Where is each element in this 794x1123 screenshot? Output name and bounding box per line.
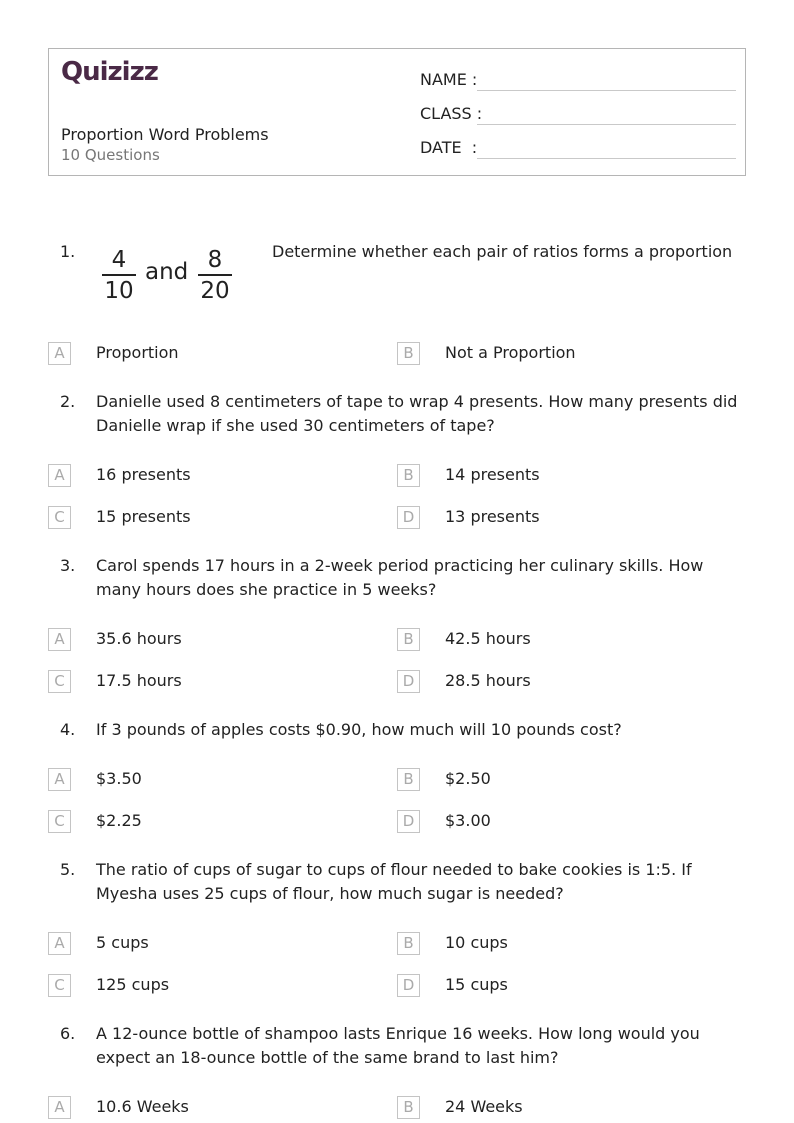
worksheet-title: Proportion Word Problems: [61, 125, 269, 144]
ratio-joiner: and: [145, 259, 189, 285]
option-a-text[interactable]: 5 cups: [96, 933, 149, 952]
option-b-letter[interactable]: B: [397, 464, 420, 487]
quizizz-logo: Quizizz: [61, 57, 158, 87]
option-c-text[interactable]: 15 presents: [96, 507, 191, 526]
fraction-2-denominator: 20: [200, 278, 230, 304]
option-b-letter[interactable]: B: [397, 342, 420, 365]
question-number: 3.: [60, 556, 76, 575]
ratio-expression: [102, 246, 242, 306]
option-b-text[interactable]: 14 presents: [445, 465, 540, 484]
name-label: NAME :: [420, 70, 478, 89]
option-b-letter[interactable]: B: [397, 628, 420, 651]
option-a-text[interactable]: 35.6 hours: [96, 629, 182, 648]
name-line[interactable]: [477, 90, 736, 91]
class-field[interactable]: [420, 101, 735, 125]
question-text: If 3 pounds of apples costs $0.90, how much will 10 pounds cost?: [96, 720, 622, 739]
option-d-text[interactable]: $3.00: [445, 811, 491, 830]
option-a-letter[interactable]: A: [48, 628, 71, 651]
question-number: 1.: [60, 242, 76, 261]
date-field[interactable]: [420, 135, 735, 159]
option-a-letter[interactable]: A: [48, 464, 71, 487]
option-d-text[interactable]: 28.5 hours: [445, 671, 531, 690]
name-field[interactable]: [420, 67, 735, 91]
option-b-letter[interactable]: B: [397, 1096, 420, 1119]
option-c-letter[interactable]: C: [48, 974, 71, 997]
fraction-1-denominator: 10: [104, 278, 134, 304]
option-c-text[interactable]: 17.5 hours: [96, 671, 182, 690]
option-b-text[interactable]: Not a Proportion: [445, 343, 576, 362]
date-label: DATE :: [420, 138, 478, 157]
date-line[interactable]: [477, 158, 736, 159]
question-text: A 12-ounce bottle of shampoo lasts Enrique 16 weeks. How long would you expect an 18-ounce bottle of the same brand to last him?: [96, 1024, 700, 1067]
option-b-text[interactable]: 42.5 hours: [445, 629, 531, 648]
question-text: Determine whether each pair of ratios forms a proportion: [272, 242, 733, 261]
option-c-letter[interactable]: C: [48, 810, 71, 833]
option-b-letter[interactable]: B: [397, 768, 420, 791]
question-number: 4.: [60, 720, 76, 739]
option-c-letter[interactable]: C: [48, 506, 71, 529]
question-text: Danielle used 8 centimeters of tape to wrap 4 presents. How many presents did Danielle wrap if she used 30 centimeters of tape?: [96, 392, 738, 435]
class-label: CLASS :: [420, 104, 483, 123]
option-d-text[interactable]: 15 cups: [445, 975, 508, 994]
question-number: 6.: [60, 1024, 76, 1043]
option-d-letter[interactable]: D: [397, 974, 420, 997]
question-number: 2.: [60, 392, 76, 411]
option-a-letter[interactable]: A: [48, 342, 71, 365]
option-c-text[interactable]: 125 cups: [96, 975, 170, 994]
question-text: Carol spends 17 hours in a 2-week period practicing her culinary skills. How many hours does she practice in 5 weeks?: [96, 556, 704, 599]
option-a-text[interactable]: Proportion: [96, 343, 179, 362]
question-text: The ratio of cups of sugar to cups of flour needed to bake cookies is 1:5. If Myesha uses 25 cups of flour, how much sugar is needed?: [96, 860, 692, 903]
option-d-letter[interactable]: D: [397, 670, 420, 693]
question-count: 10 Questions: [61, 146, 160, 164]
option-b-text[interactable]: 24 Weeks: [445, 1097, 523, 1116]
option-d-letter[interactable]: D: [397, 810, 420, 833]
option-a-letter[interactable]: A: [48, 932, 71, 955]
option-d-text[interactable]: 13 presents: [445, 507, 540, 526]
option-b-letter[interactable]: B: [397, 932, 420, 955]
fraction-1: [102, 246, 136, 306]
option-a-text[interactable]: $3.50: [96, 769, 142, 788]
option-c-letter[interactable]: C: [48, 670, 71, 693]
option-d-letter[interactable]: D: [397, 506, 420, 529]
fraction-2: [198, 246, 232, 306]
worksheet-header: [48, 48, 746, 176]
fraction-1-numerator: 4: [111, 247, 127, 273]
option-b-text[interactable]: 10 cups: [445, 933, 508, 952]
option-a-letter[interactable]: A: [48, 768, 71, 791]
option-b-text[interactable]: $2.50: [445, 769, 491, 788]
option-a-letter[interactable]: A: [48, 1096, 71, 1119]
option-c-text[interactable]: $2.25: [96, 811, 142, 830]
option-a-text[interactable]: 16 presents: [96, 465, 191, 484]
class-line[interactable]: [477, 124, 736, 125]
question-number: 5.: [60, 860, 76, 879]
option-a-text[interactable]: 10.6 Weeks: [96, 1097, 189, 1116]
fraction-2-numerator: 8: [207, 247, 223, 273]
